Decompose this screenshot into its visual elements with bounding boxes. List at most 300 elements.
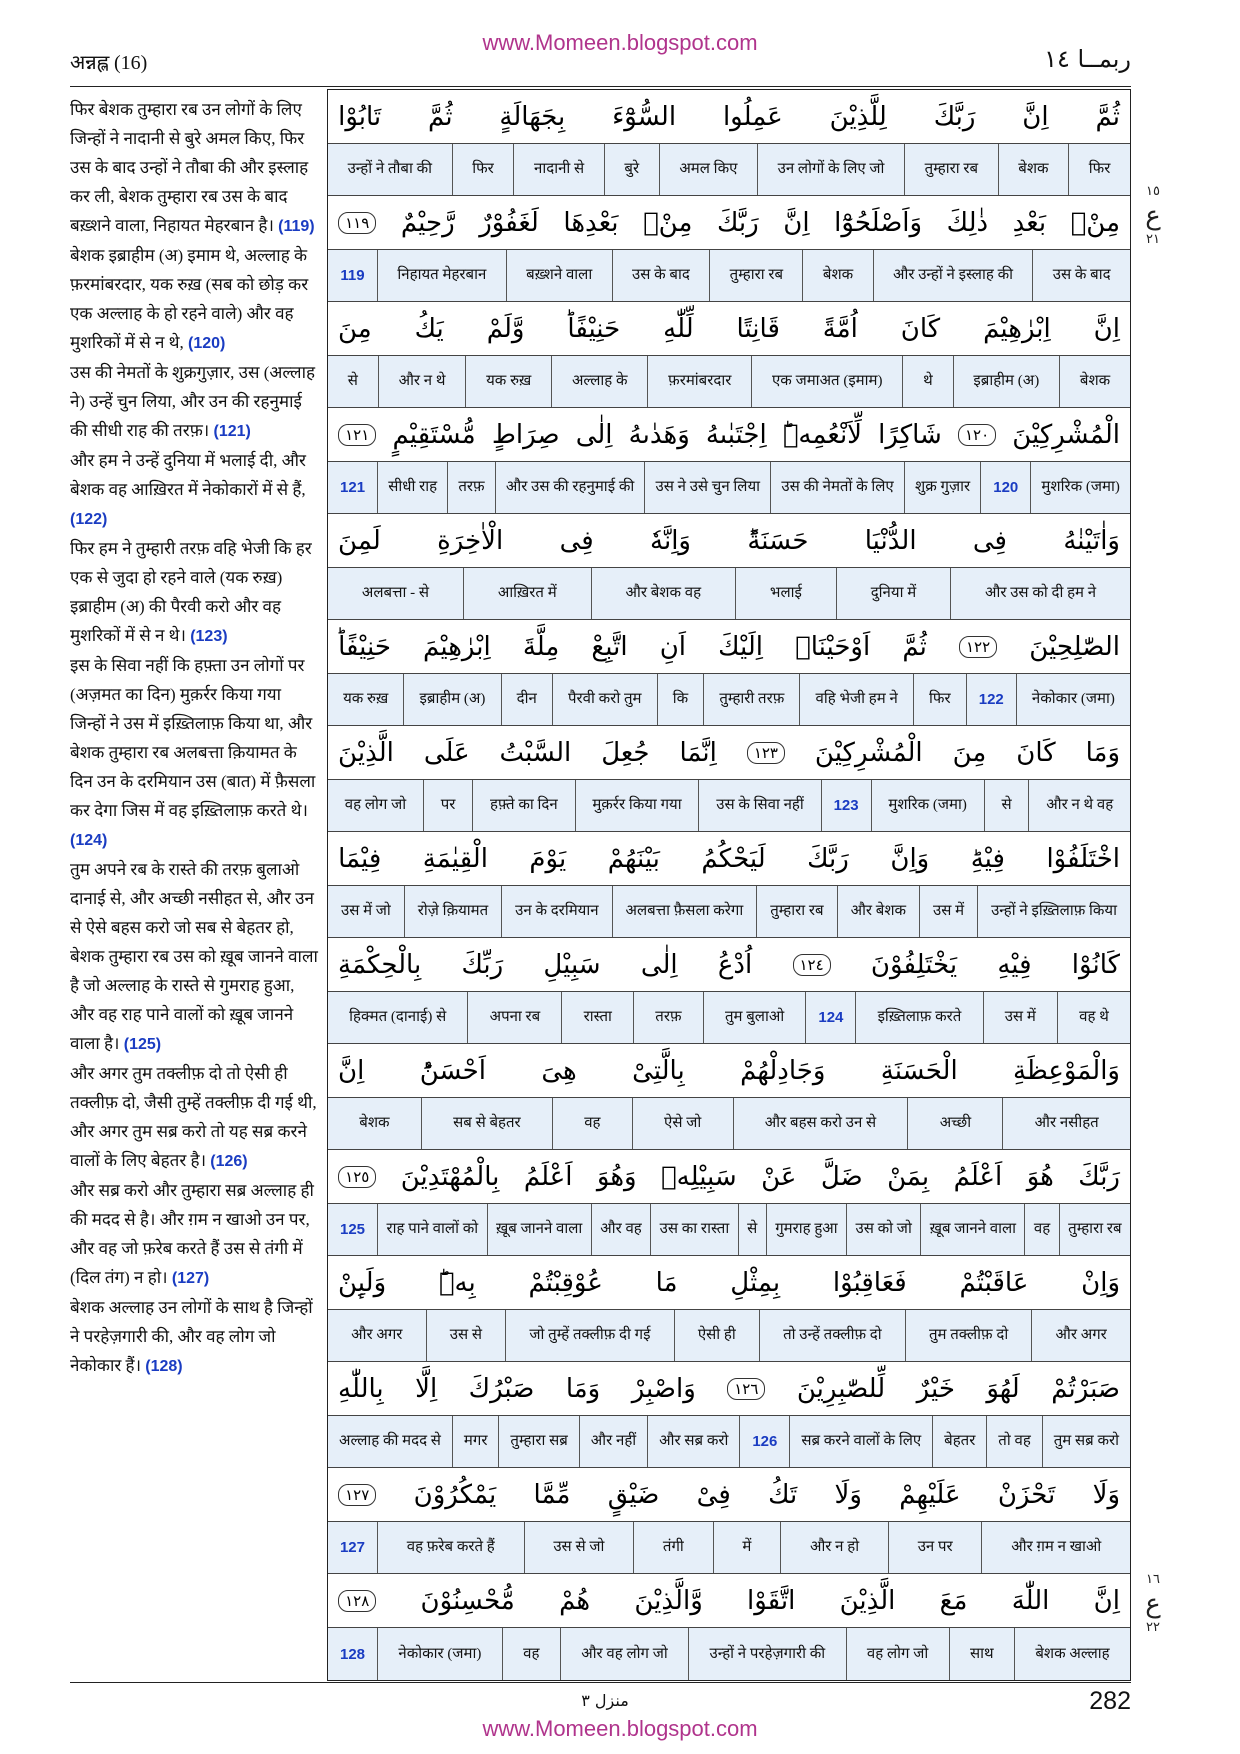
translation-text: इस के सिवा नहीं कि हफ़्ता उन लोगों पर (अज़मत का दिन) मुक़र्रर किया गया जिन्हों ने उस में इख़्तिलाफ़ किया था, और बेशक तुम्हारा रब अलबत्ता क़ियामत के दिन उन के दरमियान उस (बात) में फ़ैसला कर देगा जिस में वह इख़्तिलाफ़ करते थे। [70, 656, 316, 820]
arabic-word: مُّحْسِنُوْنَ [420, 1585, 515, 1616]
word-meaning-cell: बख़्शने वाला [507, 250, 613, 301]
word-meaning-cell: वह फ़रेब करते हैं [378, 1522, 525, 1573]
word-meaning-cell: और उन्हों ने इस्लाह की [874, 250, 1034, 301]
word-meaning-cell: वह लोग जो [328, 780, 424, 831]
ayah-number: (119) [278, 218, 315, 235]
word-meaning-cell: और बेशक [838, 886, 920, 937]
word-meaning-cell: ख़ूब जानने वाला [488, 1204, 592, 1255]
ayah-number: (124) [70, 832, 108, 849]
translation-text: बेशक अल्लाह उन लोगों के साथ है जिन्हों ने परहेज़गारी की, और वह लोग जो नेकोकार हैं। [70, 1298, 313, 1375]
word-meaning-cell: राह पाने वालों को [378, 1204, 488, 1255]
arabic-word: فِى [972, 525, 1007, 556]
ayah-number: (120) [188, 335, 226, 352]
arabic-word: الَّذِيْنَ [338, 737, 394, 768]
arabic-word: رَبَّكَ [807, 843, 849, 874]
ayah-number-cell: 128 [328, 1628, 378, 1680]
translation-paragraph [70, 1293, 320, 1381]
arabic-word: وَلَىِٕنْ [338, 1267, 387, 1298]
translation-text: तुम अपने रब के रास्ते की तरफ़ बुलाओ दानाई से, और अच्छी नसीहत से, और उन से ऐसे बहस करो जो सब से बेहतर हो, बेशक तुम्हारा रब उस को ख़ूब जानने वाला है जो अल्लाह के रास्ते से गुमराह हुआ, और वह राह पाने वालों को ख़ूब जानने वाला है। [70, 860, 318, 1053]
header-rule [70, 86, 1131, 87]
word-meaning-cell: तुम बुलाओ [704, 992, 807, 1043]
word-meaning-cell: मुक़र्रर किया गया [576, 780, 700, 831]
arabic-word: مَا [655, 1267, 678, 1298]
word-meaning-cell: से [739, 1204, 767, 1255]
arabic-word: رَبَّكَ [716, 207, 759, 238]
word-meaning-cell: और न थे वह [1046, 797, 1114, 813]
arabic-word: فِىْ [696, 1479, 731, 1510]
arabic-word: يَكُ [414, 313, 444, 344]
arabic-word: رَبَّكَ [1078, 1161, 1120, 1192]
arabic-word: اِنَّ [338, 1055, 365, 1086]
ruku-number-above: ١٥ [1146, 184, 1160, 199]
word-meaning-cell: उस के सिवा नहीं [699, 780, 821, 831]
site-url-footer: www.Momeen.blogspot.com [482, 1716, 758, 1741]
arabic-word: تَابُوْا [338, 101, 382, 132]
arabic-word: اِبْرٰهِيْمَ [983, 313, 1051, 344]
arabic-word: اَعْلَمُ [523, 1161, 573, 1192]
ayah-end-marker: ١٢٨ [338, 1590, 376, 1612]
word-meaning-cell: इख़्तिलाफ़ करते [856, 992, 983, 1043]
word-meaning-cell: और उस की रहनुमाई की [496, 462, 646, 513]
ayah-end-marker: ١٢٧ [338, 1484, 376, 1506]
arabic-word: وَّلَمْ [486, 313, 525, 344]
word-meaning-cell: यक रुख़ [328, 674, 404, 725]
surah-title: अन्नह्ल (16) [70, 52, 148, 74]
arabic-word: وَجَادِلْهُمْ [740, 1055, 826, 1086]
word-meaning-cell: बेशक अल्लाह [1035, 1645, 1110, 1662]
arabic-word: بِمِثْلِ [730, 1267, 781, 1298]
translation-paragraph [70, 1059, 320, 1176]
word-meaning-cell: सब्र करने वालों के लिए [790, 1416, 933, 1467]
word-meaning-row [328, 1098, 1130, 1150]
ayah-number: (122) [70, 511, 108, 528]
arabic-word: لَغَفُوْرٌ [479, 207, 539, 238]
arabic-word: لِّلّٰهِ [663, 313, 694, 344]
word-meaning-cell: सब से बेहतर [422, 1098, 553, 1149]
arabic-word: مِنْۢ [643, 207, 693, 238]
word-meaning-cell: पैरवी करो तुम [553, 674, 658, 725]
word-meaning-row [328, 568, 1130, 620]
arabic-word: اِلَيْكَ [718, 631, 764, 662]
arabic-word: وَمَا [1085, 737, 1120, 768]
word-meaning-cell: बेशक [999, 144, 1070, 195]
word-meaning-cell: हिक्मत (दानाई) से [328, 992, 468, 1043]
word-meaning-cell: तो वह [987, 1416, 1042, 1467]
arabic-line [328, 1574, 1130, 1628]
word-meaning-cell: में [714, 1522, 782, 1573]
translation-column [70, 95, 320, 1679]
ruku-marker [1136, 1572, 1170, 1636]
page-number: 282 [1089, 1687, 1131, 1715]
arabic-word: صَبَرْتُمْ [1051, 1373, 1120, 1404]
translation-text: उस की नेमतों के शुक्रगुज़ार, उस (अल्लाह ने) उन्हें चुन लिया, और उन की रहनुमाई की सीधी राह की तरफ़। [70, 363, 316, 440]
ayah-number-cell: 123 [822, 780, 872, 831]
word-meaning-cell: रास्ता [562, 992, 634, 1043]
arabic-word: وَاصْبِرْ [631, 1373, 696, 1404]
arabic-word: فِيْهِ [997, 949, 1032, 980]
arabic-word: بِهٖؕ [438, 1267, 476, 1298]
word-meaning-row [328, 1628, 1130, 1680]
translation-text: और सब्र करो और तुम्हारा सब्र अल्लाह ही की मदद से है। और ग़म न खाओ उन पर, और वह जो फ़रेब करते हैं उस से तंगी में (दिल तंग) न हो। [70, 1181, 314, 1287]
arabic-line [328, 1256, 1130, 1310]
ruku-sign: ع [1145, 201, 1161, 231]
arabic-word: صَبْرُكَ [468, 1373, 535, 1404]
word-meaning-row [328, 356, 1130, 408]
word-meaning-cell: हफ़्ते का दिन [473, 780, 575, 831]
arabic-word: وَاِنْ [1081, 1267, 1120, 1298]
ayah-number: (126) [210, 1153, 248, 1170]
word-meaning-cell: तो उन्हें तक्लीफ़ दो [760, 1310, 906, 1361]
translation-paragraph [70, 241, 320, 358]
word-meaning-row [328, 1204, 1130, 1256]
word-meaning-cell: और न थे [379, 356, 467, 407]
word-meaning-cell: इब्राहीम (अ) [954, 356, 1060, 407]
arabic-word: بَيْنَهُمْ [607, 843, 660, 874]
word-meaning-cell: और बेशक वह [592, 568, 736, 619]
ruku-number-below: ٢٢ [1146, 1620, 1160, 1635]
arabic-word: تَكُ [768, 1479, 798, 1510]
arabic-word: جُعِلَ [601, 737, 650, 768]
arabic-word: عَلَيْهِمْ [899, 1479, 961, 1510]
word-meaning-cell: आख़िरत में [464, 568, 592, 619]
arabic-word: مِنْۢ [1070, 207, 1120, 238]
word-meaning-cell: और उस को दी हम ने [984, 585, 1097, 601]
arabic-line [328, 1150, 1130, 1204]
word-meaning-cell: वह [553, 1098, 633, 1149]
word-meaning-cell: उस से जो [525, 1522, 635, 1573]
arabic-word: بِاللّٰهِ [338, 1373, 384, 1404]
word-meaning-cell: से [985, 780, 1030, 831]
word-meaning-cell: तुम सब्र करो [1053, 1433, 1120, 1449]
word-meaning-cell: नादानी से [514, 144, 604, 195]
word-meaning-row [328, 780, 1130, 832]
word-meaning-cell: और नहीं [580, 1416, 648, 1467]
word-meaning-cell: ऐसे जो [633, 1098, 734, 1149]
word-meaning-cell: उस से [427, 1310, 507, 1361]
word-meaning-cell: ऐसी ही [675, 1310, 760, 1361]
arabic-word: عَاقَبْتُمْ [959, 1267, 1029, 1298]
word-meaning-row [328, 250, 1130, 302]
word-meaning-cell: तुम्हारा रब [1068, 1221, 1122, 1237]
arabic-word: لَيَحْكُمُ [701, 843, 766, 874]
ayah-number-cell: 120 [981, 462, 1031, 513]
arabic-word: ذٰلِكَ [946, 207, 989, 238]
word-meaning-cell: और न हो [781, 1522, 889, 1573]
word-meaning-cell: उन लोगों के लिए जो [758, 144, 905, 195]
translation-text: फिर हम ने तुम्हारी तरफ़ वहि भेजी कि हर एक से जुदा हो रहने वाले (यक रुख़) इब्राहीम (अ) की पैरवी करो और वह मुशरिकों में से न थे। [70, 539, 312, 645]
ayah-end-marker: ١٢١ [338, 424, 376, 446]
translation-paragraph [70, 534, 320, 651]
word-meaning-cell: शुक्र गुज़ार [905, 462, 981, 513]
word-meaning-cell: उन्हों ने तौबा की [328, 144, 453, 195]
word-meaning-cell: दीन [502, 674, 553, 725]
word-meaning-cell: अमल किए [660, 144, 758, 195]
ayah-number: (128) [145, 1358, 183, 1375]
arabic-word: حَنِيْفًاؕ [567, 313, 621, 344]
arabic-word: سَبِيْلِهٖ [661, 1161, 737, 1192]
arabic-word: وَاٰتَيْنٰهُ [1063, 525, 1120, 556]
arabic-line [328, 302, 1130, 356]
word-meaning-cell: एक जमाअत (इमाम) [752, 356, 903, 407]
word-meaning-cell: अपना रब [468, 992, 562, 1043]
arabic-word: اِجْتَبٰىهُ [705, 419, 767, 450]
arabic-word: وَاِنَّ [890, 843, 930, 874]
ruku-marker [1136, 184, 1170, 248]
word-meaning-cell: बुरे [605, 144, 660, 195]
ayah-end-marker: ١٢٥ [338, 1166, 376, 1188]
arabic-word: مِنَ [338, 313, 372, 344]
arabic-line [328, 408, 1130, 462]
arabic-word: لَمِنَ [338, 525, 381, 556]
arabic-word: مِلَّةَ [522, 631, 560, 662]
arabic-word: فَعَاقِبُوْا [832, 1267, 907, 1298]
arabic-word: رَبَّكَ [933, 101, 976, 132]
word-meaning-cell: कि [658, 674, 705, 725]
word-meaning-cell: दुनिया में [837, 568, 951, 619]
word-meaning-cell: उस में जो [328, 886, 405, 937]
word-meaning-cell: बेशक [328, 1098, 422, 1149]
arabic-word: الْاٰخِرَةِ [437, 525, 504, 556]
word-meaning-cell: उस की नेमतों के लिए [771, 462, 905, 513]
arabic-word: لِّلصّٰبِرِيْنَ [796, 1373, 886, 1404]
word-meaning-cell: थे [903, 356, 953, 407]
word-meaning-cell: और बहस करो उन से [734, 1098, 909, 1149]
word-meaning-cell: बेशक [803, 250, 873, 301]
arabic-word: الْمُشْرِكِيْنَ [1012, 419, 1120, 450]
word-meaning-cell: साथ [950, 1628, 1015, 1680]
arabic-word: فِى [559, 525, 594, 556]
arabic-word: اَوْحَيْنَاۤ [795, 631, 871, 662]
word-meaning-cell: रोज़े क़ियामत [405, 886, 502, 937]
arabic-word: اِلٰى [575, 419, 613, 450]
ayah-end-marker: ١٢٠ [958, 424, 996, 446]
word-meaning-cell: से [328, 356, 379, 407]
ayah-number-cell: 121 [328, 462, 378, 513]
arabic-word: بِالَّتِىْ [632, 1055, 685, 1086]
arabic-word: بِالْحِكْمَةِ [338, 949, 422, 980]
word-meaning-cell: तुम्हारा रब [757, 886, 837, 937]
ayah-number: (125) [123, 1036, 162, 1053]
arabic-word: اتَّبِعْ [591, 631, 628, 662]
word-meaning-cell: मगर [453, 1416, 500, 1467]
arabic-word: صِرَاطٍ [491, 419, 560, 450]
arabic-word: وَلَا [834, 1479, 862, 1510]
quran-table [327, 89, 1131, 1681]
arabic-word: بَعْدِهَا [563, 207, 619, 238]
ayah-number: (127) [171, 1270, 210, 1287]
arabic-word: يَمْكُرُوْنَ [413, 1479, 497, 1510]
word-meaning-cell: मुशरिक (जमा) [872, 780, 985, 831]
word-meaning-cell: अलबत्ता - से [328, 568, 464, 619]
word-meaning-cell: नेकोकार (जमा) [378, 1628, 503, 1680]
word-meaning-cell: उस के बाद [1052, 267, 1111, 283]
arabic-word: هِىَ [541, 1055, 577, 1086]
word-meaning-cell: निहायत मेहरबान [378, 250, 507, 301]
arabic-word: اِنَّ [1093, 1585, 1120, 1616]
ayah-number-cell: 127 [328, 1522, 378, 1573]
arabic-word: مَعَ [939, 1585, 968, 1616]
word-meaning-row [328, 1310, 1130, 1362]
word-meaning-cell: वह [1025, 1204, 1059, 1255]
word-meaning-cell: उन्हों ने परहेज़गारी की [689, 1628, 846, 1680]
arabic-word: وَاِنَّهٗ [650, 525, 691, 556]
arabic-word: بِجَهَالَةٍ [499, 101, 566, 132]
arabic-word: بَعْدِ [1012, 207, 1047, 238]
arabic-word: مُّسْتَقِيْمٍ [392, 419, 476, 450]
arabic-word: يَوْمَ [529, 843, 567, 874]
arabic-word: الْحَسَنَةِ [880, 1055, 958, 1086]
word-meaning-cell: बेशक [1079, 373, 1111, 389]
arabic-word: هُمْ [559, 1585, 591, 1616]
arabic-line [328, 196, 1130, 250]
word-meaning-cell: बेहतर [933, 1416, 987, 1467]
ayah-end-marker: ١١٩ [338, 212, 376, 234]
arabic-word: اِلٰى [640, 949, 678, 980]
arabic-word: ضَيْقٍ [607, 1479, 660, 1510]
word-meaning-cell: सीधी राह [378, 462, 448, 513]
word-meaning-cell: तुम तक्लीफ़ दो [906, 1310, 1033, 1361]
arabic-word: الَّذِيْنَ [839, 1585, 896, 1616]
arabic-word: اِلَّا [415, 1373, 438, 1404]
word-meaning-cell: और नसीहत [1034, 1115, 1099, 1131]
arabic-word: اخْتَلَفُوْا [1046, 843, 1120, 874]
arabic-word: وَّالَّذِيْنَ [634, 1585, 703, 1616]
word-meaning-cell: गुमराह हुआ [767, 1204, 847, 1255]
arabic-word: اتَّقَوْا [747, 1585, 796, 1616]
arabic-word: كَانَ [900, 313, 941, 344]
arabic-word: مِّمَّا [533, 1479, 571, 1510]
word-meaning-cell: वहि भेजी हम ने [800, 674, 914, 725]
arabic-word: اِنَّ [1093, 313, 1120, 344]
word-meaning-cell: ख़ूब जानने वाला [921, 1204, 1025, 1255]
ayah-end-marker: ١٢٣ [747, 742, 785, 764]
ayah-number-cell: 126 [740, 1416, 790, 1467]
arabic-line [328, 514, 1130, 568]
arabic-word: الدُّنْيَا [864, 525, 917, 556]
word-meaning-cell: अच्छी [908, 1098, 1003, 1149]
arabic-line [328, 832, 1130, 886]
ayah-end-marker: ١٢٤ [793, 954, 831, 976]
arabic-word: الْمُشْرِكِيْنَ [814, 737, 923, 768]
arabic-word: اِبْرٰهِيْمَ [423, 631, 491, 662]
word-meaning-cell: और अगर [1055, 1327, 1107, 1343]
site-url-header: www.Momeen.blogspot.com [482, 30, 758, 55]
arabic-word: سَبِيْلِ [543, 949, 601, 980]
word-meaning-cell: और वह लोग जो [561, 1628, 689, 1680]
arabic-word: اِنَّمَا [679, 737, 717, 768]
arabic-word: فِيْمَا [338, 843, 382, 874]
arabic-word: قَانِتًا [736, 313, 780, 344]
word-meaning-row [328, 992, 1130, 1044]
word-meaning-cell: तरफ़ [448, 462, 496, 513]
word-meaning-cell: मुशरिक (जमा) [1041, 479, 1120, 495]
ruku-sign: ع [1145, 1589, 1161, 1619]
translation-paragraph [70, 446, 320, 534]
arabic-word: رَّحِيْمٌ [400, 207, 455, 238]
word-meaning-cell: तुम्हारा सब्र [499, 1416, 579, 1467]
translation-text: और हम ने उन्हें दुनिया में भलाई दी, और बेशक वह आख़िरत में नेकोकारों में से हैं, [70, 451, 306, 499]
arabic-word: تَحْزَنْ [997, 1479, 1056, 1510]
arabic-line [328, 1362, 1130, 1416]
word-meaning-cell: तुम्हारा रब [905, 144, 999, 195]
arabic-word: حَنِيْفًاؕ [338, 631, 391, 662]
arabic-word: اللّٰهَ [1011, 1585, 1050, 1616]
word-meaning-cell: अल्लाह के [552, 356, 648, 407]
word-meaning-cell: और ग़म न खाओ [1011, 1539, 1102, 1555]
arabic-word: وَمَا [565, 1373, 601, 1404]
arabic-word: رَبِّكَ [461, 949, 504, 980]
arabic-word: اَنِ [659, 631, 687, 662]
word-meaning-cell: उस में [920, 886, 978, 937]
arabic-word: بِالْمُهْتَدِيْنَ [400, 1161, 500, 1192]
arabic-line [328, 90, 1130, 144]
word-meaning-cell: तुम्हारा रब [710, 250, 803, 301]
arabic-word: السَّبْتُ [499, 737, 572, 768]
word-meaning-cell: अल्लाह की मदद से [328, 1416, 453, 1467]
word-meaning-cell: उन्हों ने इख़्तिलाफ़ किया [991, 903, 1118, 919]
arabic-word: كَانَ [1016, 737, 1056, 768]
word-meaning-cell: और वह [592, 1204, 651, 1255]
translation-paragraph [70, 358, 320, 446]
translation-paragraph [70, 855, 320, 1059]
arabic-line [328, 1468, 1130, 1522]
word-meaning-row [328, 674, 1130, 726]
translation-paragraph [70, 1176, 320, 1293]
arabic-word: ثُمَّ [1095, 101, 1120, 132]
word-meaning-row [328, 462, 1130, 514]
arabic-word: كَانُوْا [1071, 949, 1120, 980]
word-meaning-cell: तरफ़ [634, 992, 704, 1043]
arabic-word: مِنَ [952, 737, 987, 768]
word-meaning-cell: फिर [1088, 161, 1111, 177]
translation-text: और अगर तुम तक्लीफ़ दो तो ऐसी ही तक्लीफ़ दो, जैसी तुम्हें तक्लीफ़ दी गई थी, और अगर तुम सब्र करो तो यह सब्र करने वालों के लिए बेहतर है। [70, 1064, 317, 1170]
arabic-word: ثُمَّ [902, 631, 927, 662]
word-meaning-cell: भलाई [736, 568, 837, 619]
arabic-word: لِّاَنْعُمِهٖؕ [782, 419, 863, 450]
arabic-word: لِلَّذِيْنَ [829, 101, 887, 132]
arabic-word: وَهُوَ [596, 1161, 637, 1192]
word-meaning-cell: उस का रास्ता [651, 1204, 738, 1255]
arabic-word: ثُمَّ [428, 101, 453, 132]
word-meaning-cell: फिर [914, 674, 967, 725]
ayah-number-cell: 119 [328, 250, 378, 301]
word-meaning-cell: उस को जो [847, 1204, 921, 1255]
word-meaning-row [328, 1522, 1130, 1574]
word-meaning-cell: तुम्हारी तरफ़ [704, 674, 800, 725]
ayah-number: (123) [190, 628, 228, 645]
arabic-word: خَيْرٌ [916, 1373, 955, 1404]
word-meaning-cell: फ़रमांबरदार [648, 356, 752, 407]
arabic-word: عَلَى [423, 737, 470, 768]
word-meaning-cell: इब्राहीम (अ) [404, 674, 501, 725]
ayah-number: (121) [213, 423, 251, 440]
arabic-word: شَاكِرًا [878, 419, 942, 450]
arabic-word: اِنَّ [783, 207, 810, 238]
ayah-number-cell: 124 [806, 992, 856, 1043]
word-meaning-cell: उन के दरमियान [502, 886, 612, 937]
manzil-label: منزل ٣ [581, 1691, 629, 1710]
arabic-word: عُوْقِبْتُمْ [528, 1267, 603, 1298]
word-meaning-cell: तंगी [634, 1522, 713, 1573]
arabic-word: وَالْمَوْعِظَةِ [1013, 1055, 1120, 1086]
word-meaning-cell: वह लोग जो [847, 1628, 950, 1680]
ayah-end-marker: ١٢٦ [727, 1378, 765, 1400]
arabic-word: اُدْعُ [717, 949, 753, 980]
arabic-word: اِنَّ [1022, 101, 1049, 132]
arabic-word: اَحْسَنُؕ [419, 1055, 486, 1086]
translation-paragraph [70, 95, 320, 241]
arabic-line [328, 726, 1130, 780]
